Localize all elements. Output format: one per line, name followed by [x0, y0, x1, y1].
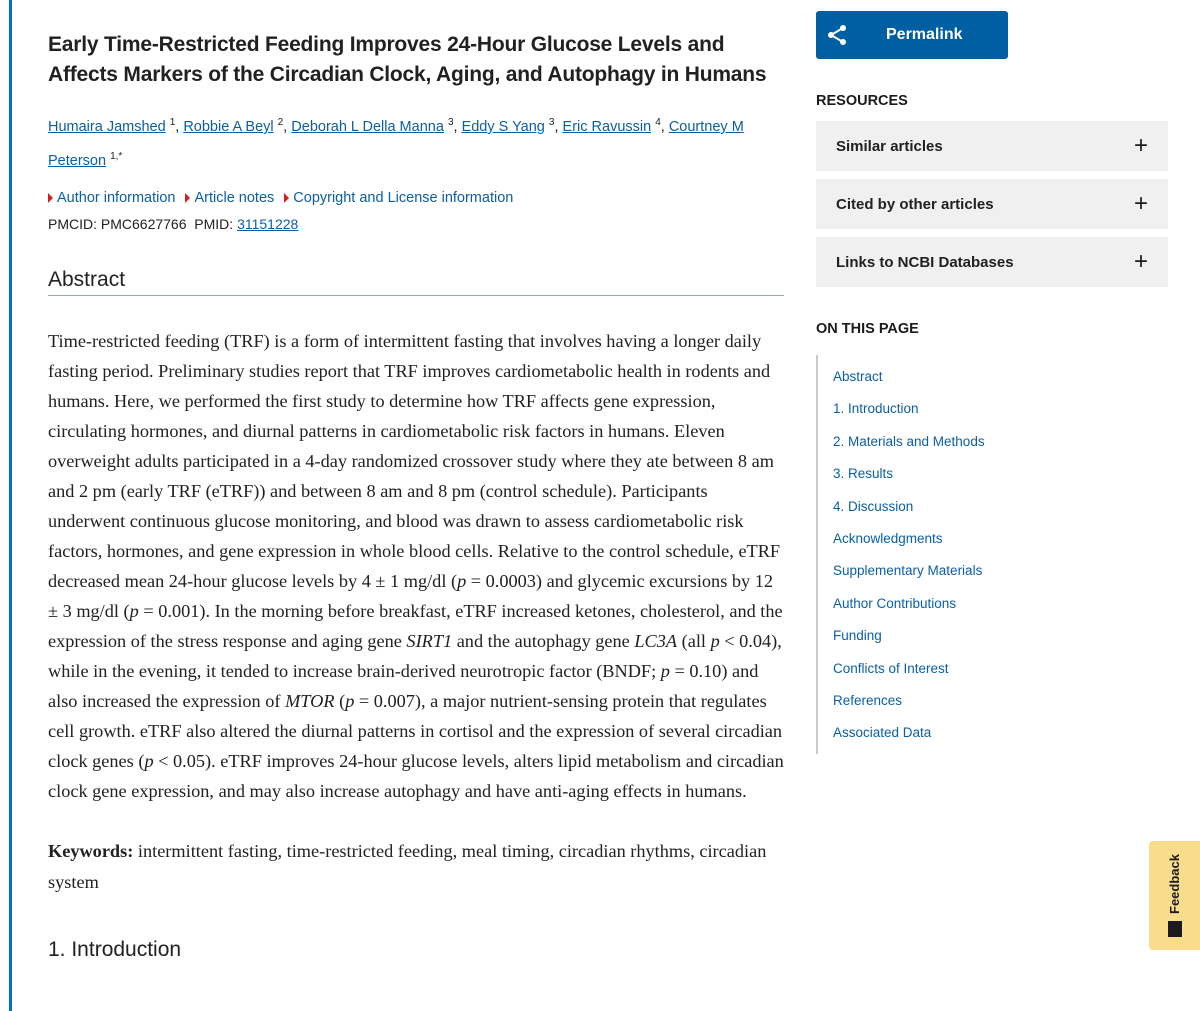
sidebar	[816, 11, 1168, 754]
author-link[interactable]: Deborah L Della Manna	[291, 118, 444, 135]
abstract-text: Time-restricted feeding (TRF) is a form of intermittent fasting that involves having a longer daily fasting period. Preliminary studies report that TRF improves cardiometabolic health in rodents and humans. Here, we performed the first study to determine how TRF affects gene expression, circulating hormones, and diurnal patterns in cardiometabolic risk factors in humans. Eleven overweight adults participated in a 4-day randomized crossover study where they ate between 8 am and 2 pm (early TRF (eTRF)) and between 8 am and 8 pm (control schedule). Participants underwent continuous glucose monitoring, and blood was drawn to assess cardiometabolic risk factors, hormones, and gene expression in whole blood cells. Relative to the control schedule, eTRF decreased mean 24-hour glucose levels by 4 ± 1 mg/dl (p = 0.0003) and glycemic excursions by 12 ± 3 mg/dl (p = 0.001). In the morning before breakfast, eTRF increased ketones, cholesterol, and the expression of the stress response and aging gene SIRT1 and the autophagy gene LC3A (all p < 0.04), while in the evening, it tended to increase brain-derived neurotropic factor (BNDF; p = 0.10) and also increased the expression of MTOR (p = 0.007), a major nutrient-sensing protein that regulates cell growth. eTRF also altered the diurnal patterns in cortisol and the expression of several circadian clock genes (p < 0.05). eTRF improves 24-hour glucose levels, alters lipid metabolism and circadian clock gene expression, and may also increase autophagy and have anti-aging effects in humans.	[48, 330, 784, 801]
toc-link[interactable]: 4. Discussion	[833, 498, 914, 514]
caret-right-icon	[284, 193, 289, 203]
toc-link[interactable]: Supplementary Materials	[833, 563, 983, 579]
author-link[interactable]: Eddy S Yang	[461, 118, 545, 135]
author-link[interactable]: Eric Ravussin	[562, 118, 652, 135]
toc-link[interactable]: Author Contributions	[833, 595, 957, 611]
on-this-page-heading: ON THIS PAGE	[816, 321, 919, 337]
affiliation-sup: 3	[548, 117, 555, 128]
similar-articles-accordion[interactable]: Similar articles +	[816, 121, 1168, 171]
pmcid: PMCID: PMC6627766	[48, 215, 187, 232]
resources-list	[816, 121, 1168, 287]
on-this-page-nav	[816, 355, 1168, 754]
article-ids	[48, 216, 784, 232]
article-main	[48, 30, 784, 962]
author-link[interactable]: Humaira Jamshed	[48, 118, 166, 135]
ncbi-links-accordion[interactable]: Links to NCBI Databases +	[816, 237, 1168, 287]
article-meta-links	[48, 190, 784, 206]
feedback-button[interactable]: Feedback	[1149, 841, 1200, 950]
keywords: Keywords: intermittent fasting, time-restricted feeding, meal timing, circadian rhythms, circadian system	[48, 840, 767, 892]
affiliation-sup: 2	[277, 117, 284, 128]
article-title: Early Time-Restricted Feeding Improves 24-Hour Glucose Levels and Affects Markers of the Circadian Clock, Aging, and Autophagy in Humans	[48, 33, 767, 86]
author-link[interactable]: Robbie A Beyl	[183, 118, 274, 135]
plus-icon: +	[1133, 190, 1148, 217]
plus-icon: +	[1133, 248, 1148, 275]
affiliation-sup: 1	[169, 117, 176, 128]
author-link[interactable]: Courtney M Peterson	[48, 118, 744, 169]
plus-icon: +	[1133, 132, 1148, 159]
toc-link[interactable]: 1. Introduction	[833, 401, 919, 417]
share-icon	[826, 24, 848, 46]
affiliation-sup: 4	[655, 117, 661, 128]
left-accent-bar	[9, 0, 12, 1011]
pmid-link[interactable]: 31151228	[237, 215, 299, 232]
toc-link[interactable]: Conflicts of Interest	[833, 660, 949, 676]
toc-link[interactable]: Associated Data	[833, 725, 932, 741]
article-notes-toggle[interactable]: Article notes	[185, 190, 274, 206]
introduction-heading: 1. Introduction	[48, 937, 182, 961]
author-list: Humaira Jamshed $^1$, Robbie A Beyl $^2$, Deborah L Della Manna $^3$, Eddy S Yang $^3$, Eric Ravussin $^4$, Courtney M Peterson $^{1,*}$	[48, 117, 744, 169]
affiliation-sup: 3	[447, 117, 454, 128]
toc-link[interactable]: Acknowledgments	[833, 531, 943, 547]
copyright-toggle[interactable]: Copyright and License information	[284, 190, 513, 206]
permalink-button[interactable]: Permalink	[816, 11, 1008, 59]
author-information-toggle[interactable]: Author information	[48, 190, 175, 206]
toc-link[interactable]: Abstract	[833, 369, 883, 384]
toc-link[interactable]: 2. Materials and Methods	[833, 433, 985, 449]
toc-link[interactable]: Funding	[833, 628, 882, 644]
feedback-icon	[1168, 921, 1182, 937]
affiliation-sup: 1,*	[110, 150, 123, 162]
toc-link[interactable]: References	[833, 693, 903, 709]
pmid-label: PMID:	[194, 215, 234, 232]
caret-right-icon	[185, 193, 190, 203]
caret-right-icon	[48, 193, 53, 203]
abstract-heading: Abstract	[48, 268, 784, 296]
toc-link[interactable]: 3. Results	[833, 466, 894, 482]
cited-by-accordion[interactable]: Cited by other articles +	[816, 179, 1168, 229]
resources-heading: RESOURCES	[816, 93, 908, 109]
